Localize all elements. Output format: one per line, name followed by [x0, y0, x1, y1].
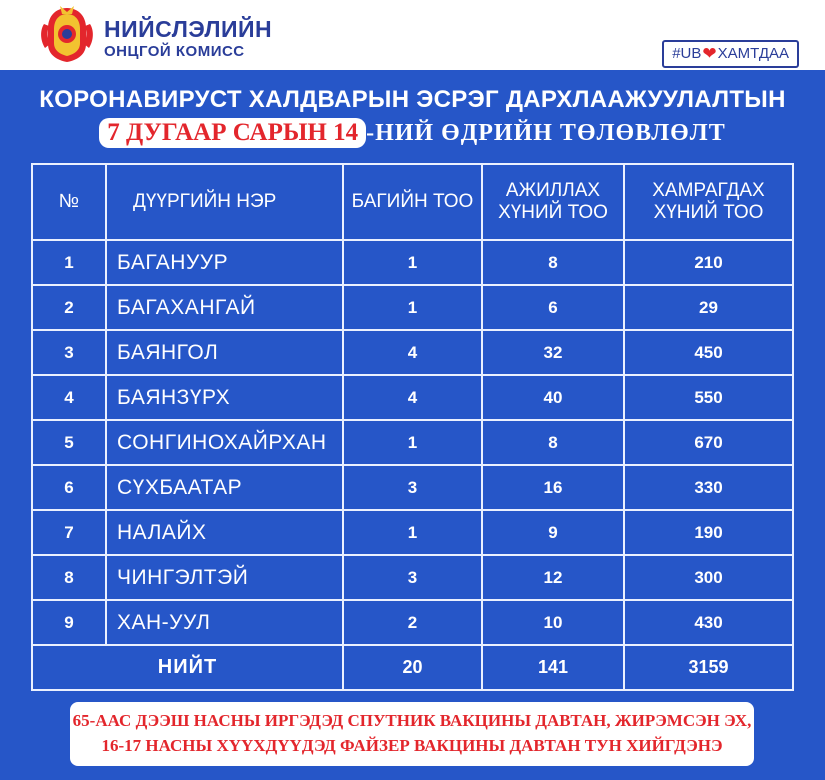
org-name	[104, 18, 272, 59]
page-title: КОРОНАВИРУСТ ХАЛДВАРЫН ЭСРЭГ ДАРХЛААЖУУЛАЛТЫН	[39, 86, 786, 113]
table-row	[32, 465, 793, 510]
footer-notice-line2: 16-17 НАСНЫ ХҮҮХДҮҮДЭД ФАЙЗЕР ВАКЦИНЫ ДАВТАН ТУН ХИЙГДЭНЭ	[101, 736, 723, 755]
table-total-row	[32, 645, 793, 690]
row-workers: 16	[482, 465, 624, 510]
total-workers: 141	[482, 645, 624, 690]
row-district: ЧИНГЭЛТЭЙ	[106, 555, 343, 600]
row-no: 9	[32, 600, 106, 645]
row-district: СОНГИНОХАЙРХАН	[106, 420, 343, 465]
row-no: 8	[32, 555, 106, 600]
header-no: №	[32, 164, 106, 240]
row-covered: 670	[624, 420, 793, 465]
hashtag-suffix: ХАМТДАА	[717, 45, 789, 62]
row-covered: 330	[624, 465, 793, 510]
row-teams: 1	[343, 285, 482, 330]
row-no: 6	[32, 465, 106, 510]
row-no: 7	[32, 510, 106, 555]
row-teams: 4	[343, 330, 482, 375]
table-row	[32, 420, 793, 465]
row-no: 5	[32, 420, 106, 465]
row-no: 2	[32, 285, 106, 330]
row-workers: 40	[482, 375, 624, 420]
header-district: ДҮҮРГИЙН НЭР	[106, 164, 343, 240]
row-teams: 1	[343, 420, 482, 465]
row-teams: 3	[343, 465, 482, 510]
header-bar	[0, 0, 825, 70]
row-no: 1	[32, 240, 106, 285]
row-district: БАГАНУУР	[106, 240, 343, 285]
subtitle-rest: -НИЙ ӨДРИЙН ТӨЛӨВЛӨЛТ	[366, 120, 726, 146]
row-teams: 1	[343, 510, 482, 555]
total-covered: 3159	[624, 645, 793, 690]
row-district: СҮХБААТАР	[106, 465, 343, 510]
row-covered: 300	[624, 555, 793, 600]
row-teams: 4	[343, 375, 482, 420]
row-workers: 9	[482, 510, 624, 555]
row-district: БАГАХАНГАЙ	[106, 285, 343, 330]
row-covered: 550	[624, 375, 793, 420]
city-emblem-icon	[36, 4, 98, 66]
row-covered: 210	[624, 240, 793, 285]
row-covered: 29	[624, 285, 793, 330]
table-row	[32, 510, 793, 555]
table-row	[32, 555, 793, 600]
row-workers: 6	[482, 285, 624, 330]
row-district: НАЛАЙХ	[106, 510, 343, 555]
row-district: ХАН-УУЛ	[106, 600, 343, 645]
table-row	[32, 375, 793, 420]
row-covered: 430	[624, 600, 793, 645]
row-workers: 8	[482, 420, 624, 465]
row-covered: 450	[624, 330, 793, 375]
header-covered: ХАМРАГДАХ ХҮНИЙ ТОО	[624, 164, 793, 240]
row-covered: 190	[624, 510, 793, 555]
row-workers: 32	[482, 330, 624, 375]
row-district: БАЯНГОЛ	[106, 330, 343, 375]
footer-notice	[70, 702, 754, 766]
row-teams: 3	[343, 555, 482, 600]
table-header-row	[32, 164, 793, 240]
table-row	[32, 240, 793, 285]
header-workers: АЖИЛЛАХ ХҮНИЙ ТОО	[482, 164, 624, 240]
row-teams: 1	[343, 240, 482, 285]
table-row	[32, 285, 793, 330]
row-workers: 8	[482, 240, 624, 285]
row-teams: 2	[343, 600, 482, 645]
org-name-line2: ОНЦГОЙ КОМИСС	[104, 43, 245, 60]
total-label: НИЙТ	[32, 645, 343, 690]
row-workers: 10	[482, 600, 624, 645]
total-teams: 20	[343, 645, 482, 690]
date-highlight: 7 ДУГААР САРЫН 14	[99, 118, 366, 148]
heart-icon: ❤	[702, 44, 717, 63]
table-body	[32, 240, 793, 645]
row-no: 3	[32, 330, 106, 375]
footer-notice-line1: 65-ААС ДЭЭШ НАСНЫ ИРГЭДЭД СПУТНИК ВАКЦИНЫ ДАВТАН, ЖИРЭМСЭН ЭХ,	[72, 711, 752, 730]
row-district: БАЯНЗҮРХ	[106, 375, 343, 420]
hashtag-badge	[662, 40, 799, 68]
row-no: 4	[32, 375, 106, 420]
org-name-line1: НИЙСЛЭЛИЙН	[104, 16, 273, 42]
table-row	[32, 330, 793, 375]
header-teams: БАГИЙН ТОО	[343, 164, 482, 240]
row-workers: 12	[482, 555, 624, 600]
table-row	[32, 600, 793, 645]
hashtag-prefix: #UB	[672, 45, 702, 62]
page-subtitle	[0, 118, 825, 148]
vaccination-plan-table	[31, 163, 794, 691]
